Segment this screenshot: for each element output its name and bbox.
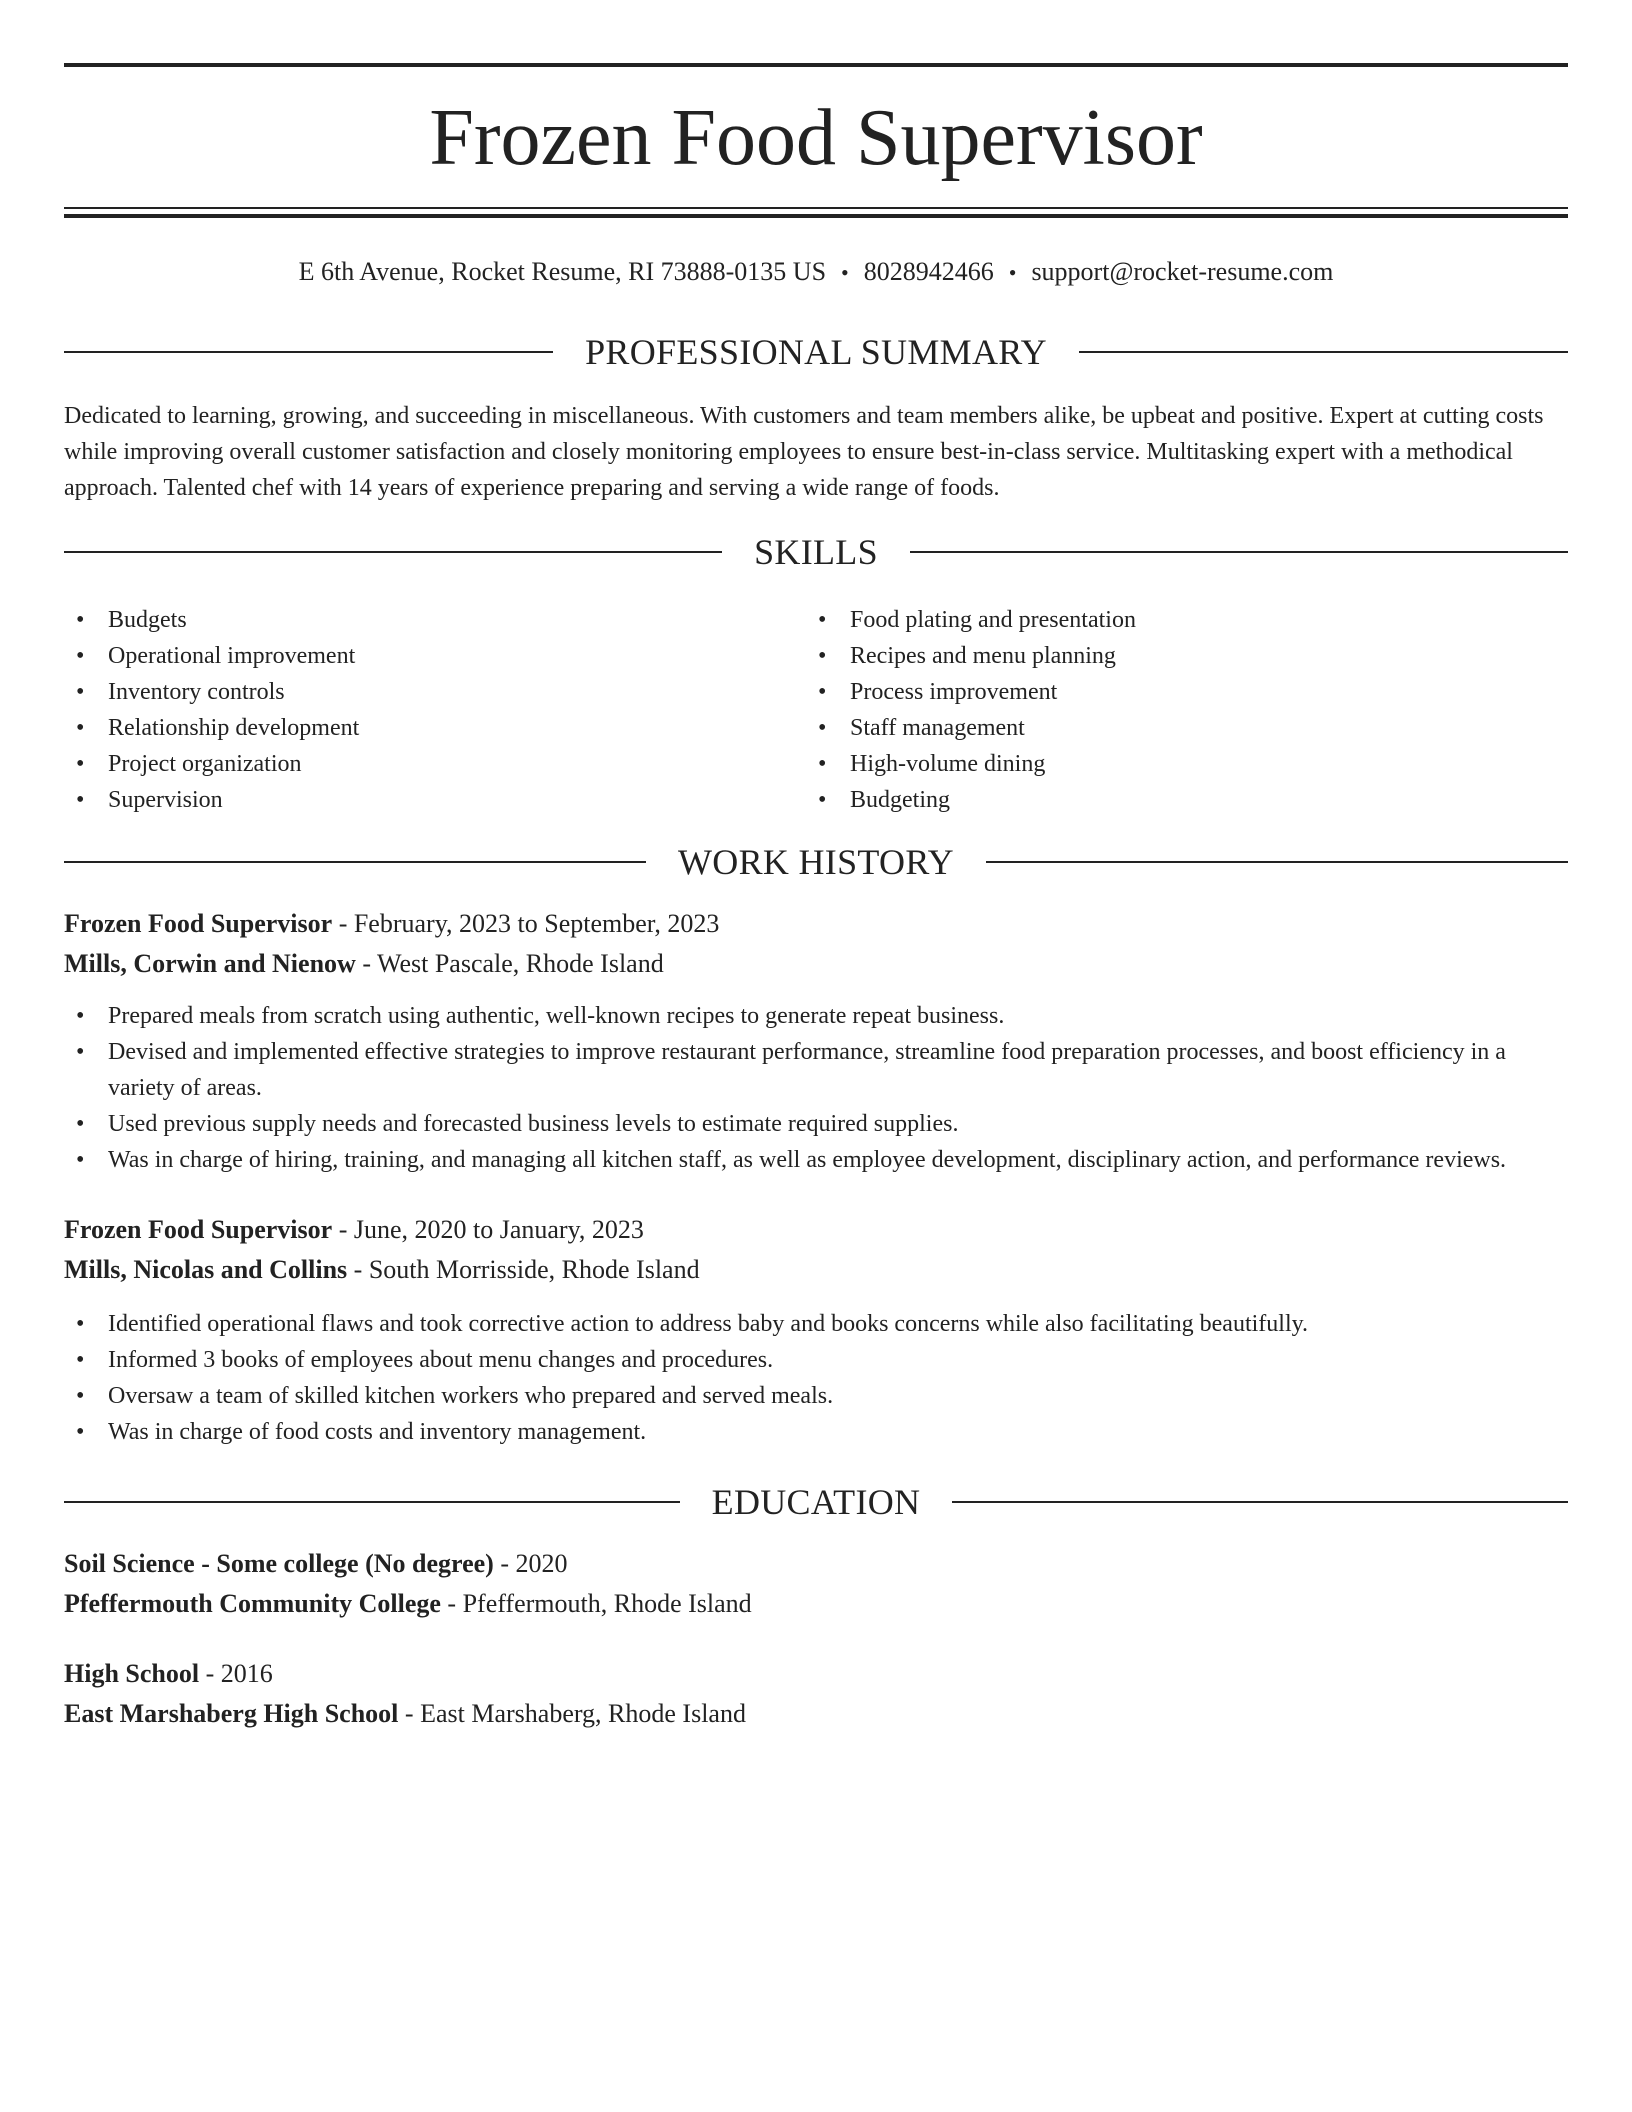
skill-item: • Process improvement: [806, 674, 1506, 710]
education-school-line: [64, 1694, 1568, 1734]
section-title: EDUCATION: [711, 1482, 921, 1522]
contact-separator: •: [841, 260, 849, 285]
job-duties-list: [64, 998, 1568, 1178]
job-duty: • Devised and implemented effective strategies to improve restaurant performance, streamline food preparation processes, and boost efficiency in a variety of areas.: [64, 1034, 1568, 1106]
education-degree-line: [64, 1654, 1568, 1694]
contact-line: [64, 252, 1568, 293]
skills-list-right: [806, 602, 1506, 818]
job-location: - West Pascale, Rhode Island: [355, 949, 664, 978]
job-duty: • Identified operational flaws and took corrective action to address baby and books concerns while also facilitating beautifully.: [64, 1306, 1568, 1342]
skill-item: • Supervision: [64, 782, 764, 818]
skill-item: • Inventory controls: [64, 674, 764, 710]
job-title: Frozen Food Supervisor: [64, 909, 333, 938]
divider-line: [910, 551, 1568, 553]
job-company-line: [64, 1250, 1568, 1290]
skill-item: • Budgets: [64, 602, 764, 638]
education-school: East Marshaberg High School: [64, 1699, 399, 1728]
education-degree: High School: [64, 1659, 200, 1688]
education-location: - Pfeffermouth, Rhode Island: [440, 1589, 752, 1618]
job-duty: • Informed 3 books of employees about menu changes and procedures.: [64, 1342, 1568, 1378]
job-dates: - February, 2023 to September, 2023: [332, 909, 720, 938]
top-rule: [64, 63, 1568, 67]
section-title: SKILLS: [754, 532, 878, 572]
job-location: - South Morrisside, Rhode Island: [347, 1255, 700, 1284]
divider-line: [952, 1501, 1568, 1503]
divider-line: [64, 861, 646, 863]
skill-item: • Budgeting: [806, 782, 1506, 818]
job-duty: • Used previous supply needs and forecasted business levels to estimate required supplies.: [64, 1106, 1568, 1142]
skill-item: • Operational improvement: [64, 638, 764, 674]
section-heading-summary: [64, 332, 1568, 372]
divider-line: [64, 351, 553, 353]
section-heading-work-history: [64, 842, 1568, 882]
education-location: - East Marshaberg, Rhode Island: [398, 1699, 746, 1728]
job-duty: • Oversaw a team of skilled kitchen workers who prepared and served meals.: [64, 1378, 1568, 1414]
divider-line: [64, 551, 722, 553]
name-underline-thick: [64, 214, 1568, 218]
skills-list-left: [64, 602, 764, 818]
name-underline-thin: [64, 207, 1568, 209]
skill-item: • Project organization: [64, 746, 764, 782]
skill-item: • High-volume dining: [806, 746, 1506, 782]
skill-item: • Staff management: [806, 710, 1506, 746]
divider-line: [986, 861, 1568, 863]
job-dates: - June, 2020 to January, 2023: [332, 1215, 644, 1244]
job-duties-list: [64, 1306, 1568, 1450]
education-school-line: [64, 1584, 1568, 1624]
job-duty: • Prepared meals from scratch using authentic, well-known recipes to generate repeat business.: [64, 998, 1568, 1034]
job-duty: • Was in charge of food costs and inventory management.: [64, 1414, 1568, 1450]
job-company: Mills, Nicolas and Collins: [64, 1255, 348, 1284]
section-title: WORK HISTORY: [678, 842, 954, 882]
contact-phone: 8028942466: [863, 257, 994, 286]
skill-item: • Food plating and presentation: [806, 602, 1506, 638]
education-year: - 2020: [493, 1549, 568, 1578]
candidate-name: Frozen Food Supervisor: [429, 94, 1203, 182]
education-degree-line: [64, 1544, 1568, 1584]
job-company: Mills, Corwin and Nienow: [64, 949, 356, 978]
section-heading-education: [64, 1482, 1568, 1522]
section-heading-skills: [64, 532, 1568, 572]
education-year: - 2016: [199, 1659, 273, 1688]
contact-address: E 6th Avenue, Rocket Resume, RI 73888-0135 US: [298, 257, 827, 286]
job-title-line: [64, 1210, 1568, 1250]
job-title: Frozen Food Supervisor: [64, 1215, 333, 1244]
education-school: Pfeffermouth Community College: [64, 1589, 441, 1618]
job-company-line: [64, 944, 1568, 984]
job-duty: • Was in charge of hiring, training, and managing all kitchen staff, as well as employee development, disciplinary action, and performance reviews.: [64, 1142, 1568, 1178]
education-degree: Soil Science - Some college (No degree): [64, 1549, 494, 1578]
summary-text: Dedicated to learning, growing, and succeeding in miscellaneous. With customers and team members alike, be upbeat and positive. Expert at cutting costs while improving overall customer satisfaction and closely monitoring employees to ensure best-in-class service. Multitasking expert with a methodical approach. Talented chef with 14 years of experience preparing and serving a wide range of foods.: [64, 403, 1544, 501]
divider-line: [1079, 351, 1568, 353]
divider-line: [64, 1501, 680, 1503]
contact-email: support@rocket-resume.com: [1031, 257, 1334, 286]
job-title-line: [64, 904, 1568, 944]
contact-separator: •: [1008, 260, 1017, 285]
skill-item: • Recipes and menu planning: [806, 638, 1506, 674]
section-title: PROFESSIONAL SUMMARY: [585, 332, 1047, 372]
skill-item: • Relationship development: [64, 710, 764, 746]
